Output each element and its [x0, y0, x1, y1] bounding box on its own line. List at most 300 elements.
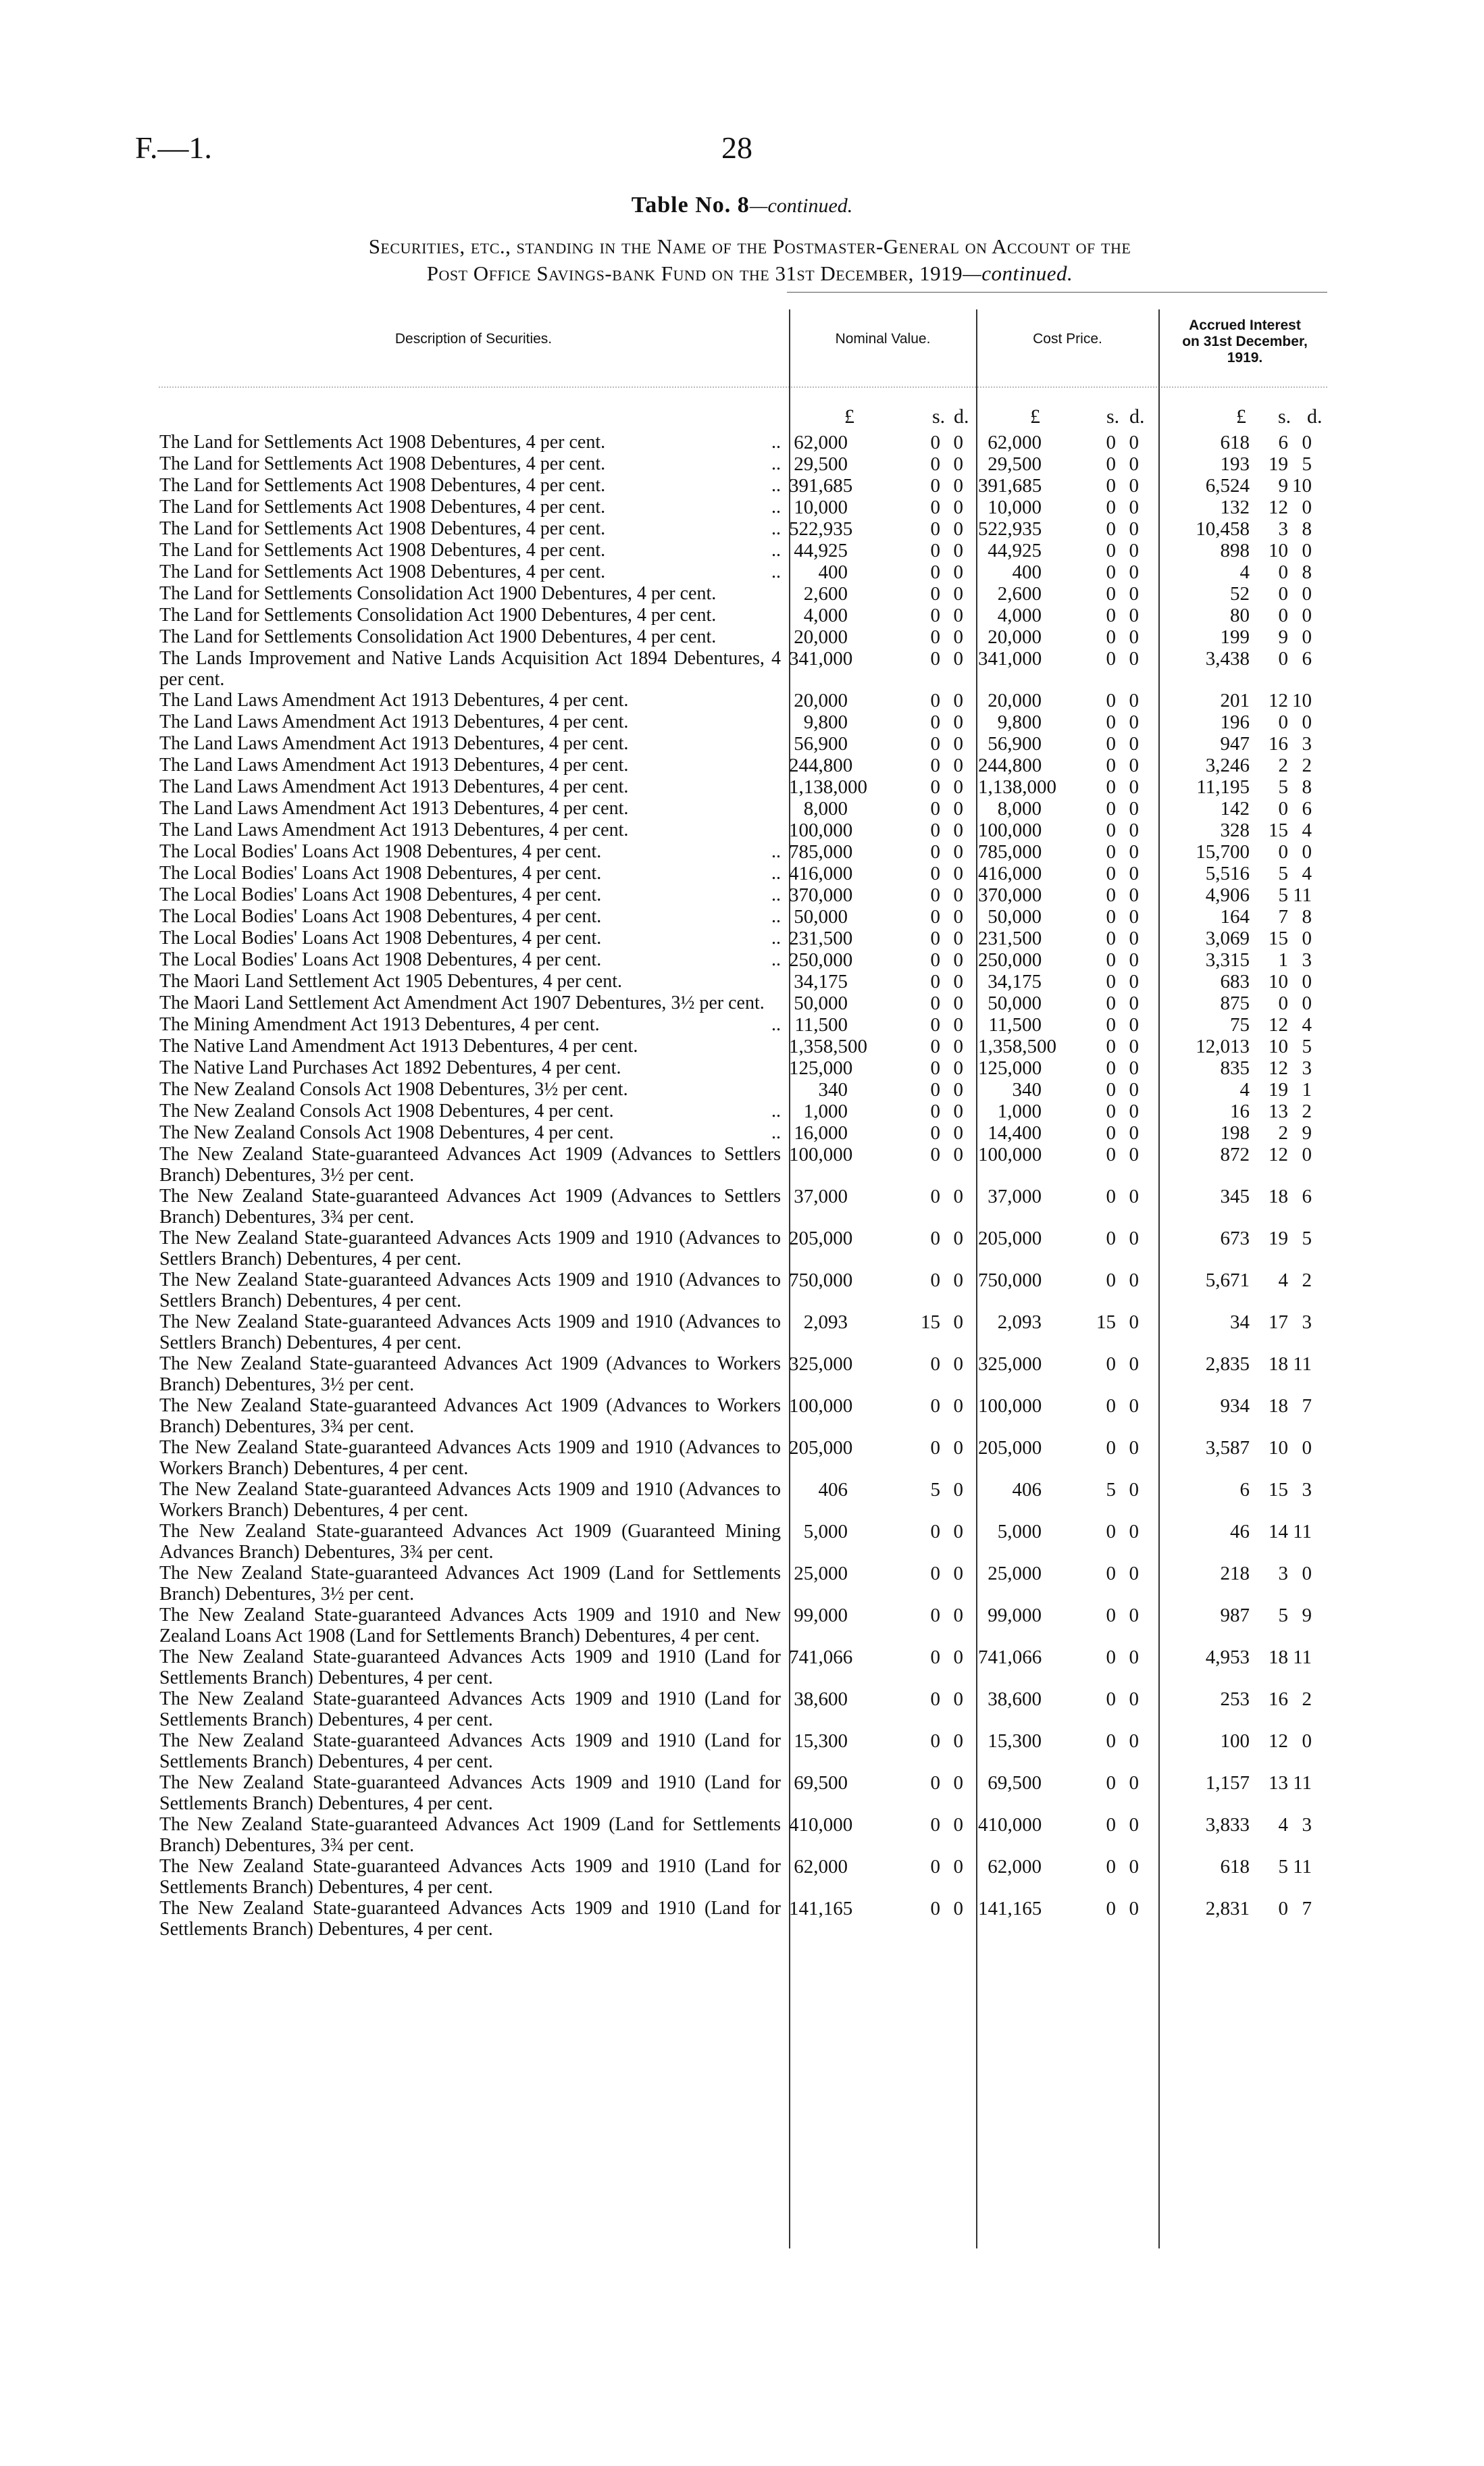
- security-description-text: The New Zealand State-guaranteed Advances Acts 1909 and 1910 (Land for Settlements Branch) Debentures, 4 per cent.: [159, 1898, 781, 1940]
- cost-shillings: 0: [1106, 1122, 1116, 1144]
- nominal-shillings: 0: [930, 1228, 940, 1249]
- accrued-shillings: 19: [1269, 453, 1288, 475]
- cost-pence: 0: [1129, 475, 1139, 497]
- cost-pounds: 29,500: [988, 453, 1042, 475]
- nominal-shillings: 0: [930, 1395, 940, 1417]
- nominal-shillings: 0: [930, 583, 940, 605]
- nominal-pounds: 141,165: [789, 1898, 853, 1919]
- nominal-pounds: 15,300: [794, 1730, 848, 1752]
- security-description: [159, 627, 781, 648]
- accrued-pence: 0: [1302, 1437, 1312, 1459]
- page-id: F.—1.: [135, 130, 212, 165]
- security-description: [159, 540, 781, 561]
- nominal-pence: 0: [953, 626, 963, 648]
- table-row: [0, 1563, 1484, 1605]
- cost-pounds: 325,000: [978, 1353, 1042, 1375]
- security-description-text: The Local Bodies' Loans Act 1908 Debentures, 4 per cent.: [159, 906, 602, 927]
- accrued-shillings: 0: [1278, 605, 1288, 626]
- security-description-text: The New Zealand State-guaranteed Advances Act 1909 (Advances to Workers Branch) Debentures, 3½ per cent.: [159, 1353, 781, 1395]
- nominal-pence: 0: [953, 1144, 963, 1165]
- table-row: [0, 885, 1484, 907]
- cost-shillings: 0: [1106, 1101, 1116, 1122]
- nominal-pounds: 244,800: [789, 755, 853, 776]
- accrued-pence: 3: [1302, 1479, 1312, 1501]
- security-description: [159, 432, 781, 453]
- cost-shillings: 0: [1106, 1730, 1116, 1752]
- leader-dots: ..: [771, 475, 781, 496]
- nominal-pence: 0: [953, 1437, 963, 1459]
- unit-pound: £: [1030, 405, 1040, 428]
- nominal-pence: 0: [953, 475, 963, 497]
- security-description-text: The New Zealand State-guaranteed Advances Acts 1909 and 1910 (Advances to Workers Branch) Debentures, 4 per cent.: [159, 1479, 781, 1521]
- table-row: [0, 1773, 1484, 1815]
- nominal-pounds: 2,600: [803, 583, 848, 605]
- accrued-pence: 7: [1302, 1395, 1312, 1417]
- cost-pounds: 2,600: [997, 583, 1042, 605]
- security-description: [159, 649, 781, 690]
- nominal-shillings: 0: [930, 711, 940, 733]
- nominal-pounds: 370,000: [789, 884, 853, 906]
- nominal-pence: 0: [953, 776, 963, 798]
- nominal-pounds: 38,600: [794, 1688, 848, 1710]
- leader-dots: ..: [771, 1014, 781, 1035]
- accrued-shillings: 4: [1278, 1814, 1288, 1836]
- cost-shillings: 15: [1096, 1311, 1116, 1333]
- accrued-pounds: 3,069: [1205, 928, 1250, 949]
- nominal-pounds: 231,500: [789, 928, 853, 949]
- security-description: [159, 734, 781, 755]
- accrued-pence: 3: [1302, 1057, 1312, 1079]
- nominal-shillings: 0: [930, 540, 940, 561]
- accrued-shillings: 18: [1269, 1353, 1288, 1375]
- table-row: [0, 1312, 1484, 1354]
- cost-pounds: 8,000: [997, 798, 1042, 820]
- nominal-shillings: 0: [930, 1646, 940, 1668]
- accrued-shillings: 0: [1278, 798, 1288, 820]
- security-description: [159, 1312, 781, 1353]
- nominal-pence: 0: [953, 540, 963, 561]
- table-row: [0, 690, 1484, 712]
- cost-shillings: 0: [1106, 1186, 1116, 1207]
- cost-pounds: 62,000: [988, 1856, 1042, 1878]
- accrued-shillings: 5: [1278, 1605, 1288, 1626]
- security-description: [159, 950, 781, 971]
- cost-shillings: 0: [1106, 884, 1116, 906]
- cost-pence: 0: [1129, 1898, 1139, 1919]
- cost-pence: 0: [1129, 1437, 1139, 1459]
- cost-shillings: 0: [1106, 992, 1116, 1014]
- table-row: [0, 1270, 1484, 1312]
- security-description-text: The Local Bodies' Loans Act 1908 Debentures, 4 per cent.: [159, 863, 602, 884]
- table-row: [0, 799, 1484, 820]
- cost-pence: 0: [1129, 1228, 1139, 1249]
- nominal-pounds: 2,093: [803, 1311, 848, 1333]
- nominal-pence: 0: [953, 1036, 963, 1057]
- table-row: [0, 1647, 1484, 1689]
- accrued-pounds: 12,013: [1196, 1036, 1250, 1057]
- table-row: [0, 584, 1484, 605]
- accrued-shillings: 4: [1278, 1269, 1288, 1291]
- cost-pounds: 340: [1012, 1079, 1042, 1101]
- cost-pounds: 416,000: [978, 863, 1042, 884]
- accrued-pounds: 875: [1220, 992, 1250, 1014]
- cost-pence: 0: [1129, 755, 1139, 776]
- cost-shillings: 0: [1106, 1605, 1116, 1626]
- security-description: [159, 1647, 781, 1688]
- cost-pence: 0: [1129, 497, 1139, 518]
- table-row: [0, 1080, 1484, 1101]
- nominal-shillings: 0: [930, 1688, 940, 1710]
- security-description: [159, 842, 781, 863]
- nominal-pence: 0: [953, 1014, 963, 1036]
- nominal-pence: 0: [953, 1269, 963, 1291]
- security-description-text: The Local Bodies' Loans Act 1908 Debentures, 4 per cent.: [159, 949, 602, 970]
- nominal-pounds: 406: [818, 1479, 848, 1501]
- nominal-pence: 0: [953, 1186, 963, 1207]
- security-description: [159, 799, 781, 820]
- nominal-pence: 0: [953, 583, 963, 605]
- nominal-pence: 0: [953, 711, 963, 733]
- nominal-shillings: 0: [930, 1036, 940, 1057]
- security-description: [159, 885, 781, 906]
- accrued-shillings: 12: [1269, 1014, 1288, 1036]
- accrued-pence: 2: [1302, 1688, 1312, 1710]
- cost-pence: 0: [1129, 1101, 1139, 1122]
- nominal-shillings: 0: [930, 928, 940, 949]
- accrued-pounds: 1,157: [1205, 1772, 1250, 1794]
- nominal-shillings: 0: [930, 949, 940, 971]
- nominal-pence: 0: [953, 1122, 963, 1144]
- nominal-shillings: 0: [930, 1014, 940, 1036]
- accrued-shillings: 16: [1269, 1688, 1288, 1710]
- accrued-pence: 7: [1302, 1898, 1312, 1919]
- security-description-text: The New Zealand State-guaranteed Advances Act 1909 (Advances to Workers Branch) Debentures, 3¾ per cent.: [159, 1395, 781, 1437]
- cost-pounds: 100,000: [978, 1395, 1042, 1417]
- security-description-text: The New Zealand State-guaranteed Advances Acts 1909 and 1910 (Advances to Settlers Branch) Debentures, 4 per cent.: [159, 1311, 781, 1353]
- cost-pounds: 5,000: [997, 1521, 1042, 1542]
- subtitle-continued: —continued.: [963, 261, 1073, 285]
- accrued-pence: 2: [1302, 755, 1312, 776]
- cost-pounds: 34,175: [988, 971, 1042, 992]
- cost-shillings: 0: [1106, 1036, 1116, 1057]
- security-description: [159, 820, 781, 841]
- accrued-pounds: 3,315: [1205, 949, 1250, 971]
- cost-pounds: 20,000: [988, 690, 1042, 711]
- cost-pence: 0: [1129, 453, 1139, 475]
- nominal-pence: 0: [953, 1563, 963, 1584]
- accrued-shillings: 16: [1269, 733, 1288, 755]
- table-row: [0, 1123, 1484, 1144]
- accrued-pence: 8: [1302, 906, 1312, 928]
- accrued-pence: 2: [1302, 1269, 1312, 1291]
- cost-shillings: 0: [1106, 475, 1116, 497]
- security-description-text: The New Zealand State-guaranteed Advances Act 1909 (Guaranteed Mining Advances Branch) Debentures, 3¾ per cent.: [159, 1521, 781, 1563]
- security-description-text: The Maori Land Settlement Act Amendment Act 1907 Debentures, 3½ per cent.: [159, 992, 765, 1013]
- accrued-pence: 3: [1302, 733, 1312, 755]
- leader-dots: ..: [771, 497, 781, 518]
- cost-shillings: 0: [1106, 453, 1116, 475]
- accrued-shillings: 6: [1278, 432, 1288, 453]
- security-description-text: The Local Bodies' Loans Act 1908 Debentures, 4 per cent.: [159, 884, 602, 905]
- nominal-shillings: 0: [930, 798, 940, 820]
- leader-dots: ..: [771, 561, 781, 582]
- cost-shillings: 0: [1106, 711, 1116, 733]
- security-description-text: The New Zealand Consols Act 1908 Debentures, 3½ per cent.: [159, 1079, 628, 1100]
- accrued-pounds: 4,953: [1205, 1646, 1250, 1668]
- security-description: [159, 690, 781, 711]
- cost-pounds: 100,000: [978, 1144, 1042, 1165]
- leader-dots: ..: [771, 540, 781, 561]
- accrued-pence: 8: [1302, 518, 1312, 540]
- table-row: [0, 1689, 1484, 1731]
- table-row: [0, 627, 1484, 649]
- units-row: [0, 405, 1484, 426]
- security-description: [159, 562, 781, 583]
- accrued-pence: 11: [1293, 1856, 1312, 1878]
- nominal-shillings: 0: [930, 1856, 940, 1878]
- security-description: [159, 1815, 781, 1856]
- cost-shillings: 0: [1106, 1646, 1116, 1668]
- cost-shillings: 0: [1106, 1269, 1116, 1291]
- cost-pence: 0: [1129, 626, 1139, 648]
- table-row: [0, 562, 1484, 584]
- leader-dots: ..: [771, 841, 781, 862]
- accrued-pounds: 100: [1220, 1730, 1250, 1752]
- leader-dots: ..: [771, 863, 781, 884]
- security-description-text: The New Zealand State-guaranteed Advances Act 1909 (Advances to Settlers Branch) Debentures, 3½ per cent.: [159, 1144, 781, 1186]
- header-rule: [787, 292, 1327, 293]
- table-row: [0, 712, 1484, 734]
- nominal-shillings: 0: [930, 1521, 940, 1542]
- nominal-shillings: 0: [930, 1122, 940, 1144]
- nominal-shillings: 0: [930, 1605, 940, 1626]
- nominal-shillings: 0: [930, 690, 940, 711]
- table-row: [0, 1731, 1484, 1773]
- nominal-pence: 0: [953, 1605, 963, 1626]
- page-number: 28: [721, 130, 752, 165]
- accrued-shillings: 3: [1278, 1563, 1288, 1584]
- cost-pounds: 406: [1012, 1479, 1042, 1501]
- security-description-text: The Lands Improvement and Native Lands Acquisition Act 1894 Debentures, 4 per cent.: [159, 648, 781, 690]
- security-description: [159, 497, 781, 518]
- cost-pence: 0: [1129, 690, 1139, 711]
- nominal-pounds: 20,000: [794, 626, 848, 648]
- nominal-pence: 0: [953, 1311, 963, 1333]
- accrued-pounds: 11,195: [1196, 776, 1250, 798]
- security-description-text: The New Zealand State-guaranteed Advances Acts 1909 and 1910 (Land for Settlements Branch) Debentures, 4 per cent.: [159, 1772, 781, 1814]
- cost-pounds: 99,000: [988, 1605, 1042, 1626]
- table-row: [0, 1815, 1484, 1857]
- security-description-text: The New Zealand State-guaranteed Advances Acts 1909 and 1910 (Advances to Settlers Branch) Debentures, 4 per cent.: [159, 1228, 781, 1269]
- nominal-pounds: 34,175: [794, 971, 848, 992]
- nominal-shillings: 0: [930, 1057, 940, 1079]
- nominal-pounds: 522,935: [789, 518, 853, 540]
- security-description: [159, 1058, 781, 1079]
- cost-pence: 0: [1129, 1395, 1139, 1417]
- table-row: [0, 755, 1484, 777]
- cost-pounds: 750,000: [978, 1269, 1042, 1291]
- security-description-text: The Land for Settlements Act 1908 Debentures, 4 per cent.: [159, 497, 606, 518]
- accrued-pounds: 132: [1220, 497, 1250, 518]
- accrued-pence: 0: [1302, 1730, 1312, 1752]
- cost-pence: 0: [1129, 583, 1139, 605]
- security-description: [159, 1123, 781, 1144]
- cost-shillings: 0: [1106, 1353, 1116, 1375]
- accrued-shillings: 18: [1269, 1395, 1288, 1417]
- nominal-shillings: 0: [930, 1898, 940, 1919]
- accrued-shillings: 13: [1269, 1101, 1288, 1122]
- securities-table: [0, 432, 1484, 1940]
- accrued-shillings: 19: [1269, 1228, 1288, 1249]
- security-description: [159, 863, 781, 884]
- header-cost-price: Cost Price.: [1033, 331, 1102, 347]
- table-row: [0, 1605, 1484, 1647]
- cost-shillings: 0: [1106, 690, 1116, 711]
- cost-shillings: 0: [1106, 583, 1116, 605]
- accrued-pounds: 52: [1230, 583, 1250, 605]
- accrued-shillings: 10: [1269, 1437, 1288, 1459]
- cost-shillings: 0: [1106, 906, 1116, 928]
- cost-pounds: 410,000: [978, 1814, 1042, 1836]
- nominal-pounds: 20,000: [794, 690, 848, 711]
- table-row: [0, 1898, 1484, 1940]
- table-row: [0, 1228, 1484, 1270]
- accrued-pounds: 201: [1220, 690, 1250, 711]
- table-row: [0, 476, 1484, 497]
- security-description: [159, 1080, 781, 1101]
- table-row: [0, 649, 1484, 690]
- leader-dots: ..: [771, 884, 781, 905]
- cost-pounds: 2,093: [997, 1311, 1042, 1333]
- nominal-pounds: 99,000: [794, 1605, 848, 1626]
- nominal-pence: 0: [953, 1395, 963, 1417]
- accrued-pounds: 3,833: [1205, 1814, 1250, 1836]
- unit-pound: £: [844, 405, 854, 428]
- accrued-pence: 6: [1302, 1186, 1312, 1207]
- accrued-shillings: 0: [1278, 1898, 1288, 1919]
- cost-pence: 0: [1129, 971, 1139, 992]
- table-row: [0, 519, 1484, 540]
- accrued-pounds: 218: [1220, 1563, 1250, 1584]
- accrued-pounds: 6,524: [1205, 475, 1250, 497]
- nominal-pounds: 11,500: [794, 1014, 848, 1036]
- nominal-pence: 0: [953, 1814, 963, 1836]
- unit-pence: d.: [954, 405, 969, 428]
- security-description-text: The Land for Settlements Act 1908 Debentures, 4 per cent.: [159, 453, 606, 474]
- security-description-text: The New Zealand State-guaranteed Advances Acts 1909 and 1910 (Land for Settlements Branch) Debentures, 4 per cent.: [159, 1688, 781, 1730]
- accrued-shillings: 2: [1278, 1122, 1288, 1144]
- cost-pounds: 100,000: [978, 820, 1042, 841]
- security-description: [159, 1228, 781, 1269]
- cost-pounds: 9,800: [997, 711, 1042, 733]
- cost-pounds: 785,000: [978, 841, 1042, 863]
- table-row: [0, 497, 1484, 519]
- security-description: [159, 1857, 781, 1898]
- table-row: [0, 734, 1484, 755]
- nominal-pounds: 100,000: [789, 820, 853, 841]
- accrued-pounds: 164: [1220, 906, 1250, 928]
- nominal-pounds: 1,138,000: [789, 776, 867, 798]
- security-description-text: The Land for Settlements Act 1908 Debentures, 4 per cent.: [159, 432, 606, 453]
- cost-pence: 0: [1129, 561, 1139, 583]
- accrued-shillings: 13: [1269, 1772, 1288, 1794]
- security-description: [159, 755, 781, 776]
- accrued-shillings: 5: [1278, 863, 1288, 884]
- nominal-pence: 0: [953, 518, 963, 540]
- cost-pounds: 400: [1012, 561, 1042, 583]
- cost-pounds: 37,000: [988, 1186, 1042, 1207]
- leader-dots: ..: [771, 518, 781, 539]
- cost-shillings: 0: [1106, 841, 1116, 863]
- table-row: [0, 1101, 1484, 1123]
- nominal-pence: 0: [953, 561, 963, 583]
- cost-shillings: 0: [1106, 971, 1116, 992]
- accrued-shillings: 14: [1269, 1521, 1288, 1542]
- nominal-pounds: 400: [818, 561, 848, 583]
- table-row: [0, 907, 1484, 928]
- cost-pence: 0: [1129, 733, 1139, 755]
- nominal-shillings: 0: [930, 1269, 940, 1291]
- cost-shillings: 0: [1106, 1898, 1116, 1919]
- security-description-text: The Land Laws Amendment Act 1913 Debentures, 4 per cent.: [159, 755, 629, 776]
- accrued-pounds: 198: [1220, 1122, 1250, 1144]
- table-row: [0, 950, 1484, 972]
- nominal-pence: 0: [953, 863, 963, 884]
- security-description: [159, 1773, 781, 1814]
- nominal-pence: 0: [953, 992, 963, 1014]
- nominal-pounds: 750,000: [789, 1269, 853, 1291]
- accrued-pence: 0: [1302, 540, 1312, 561]
- nominal-pence: 0: [953, 648, 963, 670]
- accrued-shillings: 15: [1269, 928, 1288, 949]
- cost-shillings: 0: [1106, 820, 1116, 841]
- accrued-pounds: 16: [1230, 1101, 1250, 1122]
- cost-shillings: 0: [1106, 1772, 1116, 1794]
- cost-pence: 0: [1129, 1079, 1139, 1101]
- accrued-shillings: 0: [1278, 648, 1288, 670]
- accrued-pence: 4: [1302, 820, 1312, 841]
- cost-pounds: 341,000: [978, 648, 1042, 670]
- nominal-shillings: 0: [930, 518, 940, 540]
- nominal-pounds: 205,000: [789, 1437, 853, 1459]
- accrued-pence: 3: [1302, 1311, 1312, 1333]
- table-row: [0, 993, 1484, 1015]
- accrued-shillings: 12: [1269, 690, 1288, 711]
- nominal-shillings: 0: [930, 971, 940, 992]
- security-description: [159, 1396, 781, 1437]
- nominal-shillings: 0: [930, 906, 940, 928]
- nominal-shillings: 0: [930, 1101, 940, 1122]
- nominal-pence: 0: [953, 1772, 963, 1794]
- nominal-pence: 0: [953, 1730, 963, 1752]
- security-description: [159, 712, 781, 733]
- cost-pence: 0: [1129, 841, 1139, 863]
- accrued-pence: 2: [1302, 1101, 1312, 1122]
- table-row: [0, 777, 1484, 799]
- nominal-shillings: 0: [930, 1437, 940, 1459]
- cost-pence: 0: [1129, 1521, 1139, 1542]
- accrued-pounds: 947: [1220, 733, 1250, 755]
- accrued-pounds: 835: [1220, 1057, 1250, 1079]
- table-row: [0, 863, 1484, 885]
- cost-shillings: 0: [1106, 1814, 1116, 1836]
- accrued-pence: 5: [1302, 1036, 1312, 1057]
- cost-pounds: 44,925: [988, 540, 1042, 561]
- cost-pence: 0: [1129, 1772, 1139, 1794]
- cost-shillings: 0: [1106, 1688, 1116, 1710]
- nominal-shillings: 0: [930, 1730, 940, 1752]
- nominal-pence: 0: [953, 1228, 963, 1249]
